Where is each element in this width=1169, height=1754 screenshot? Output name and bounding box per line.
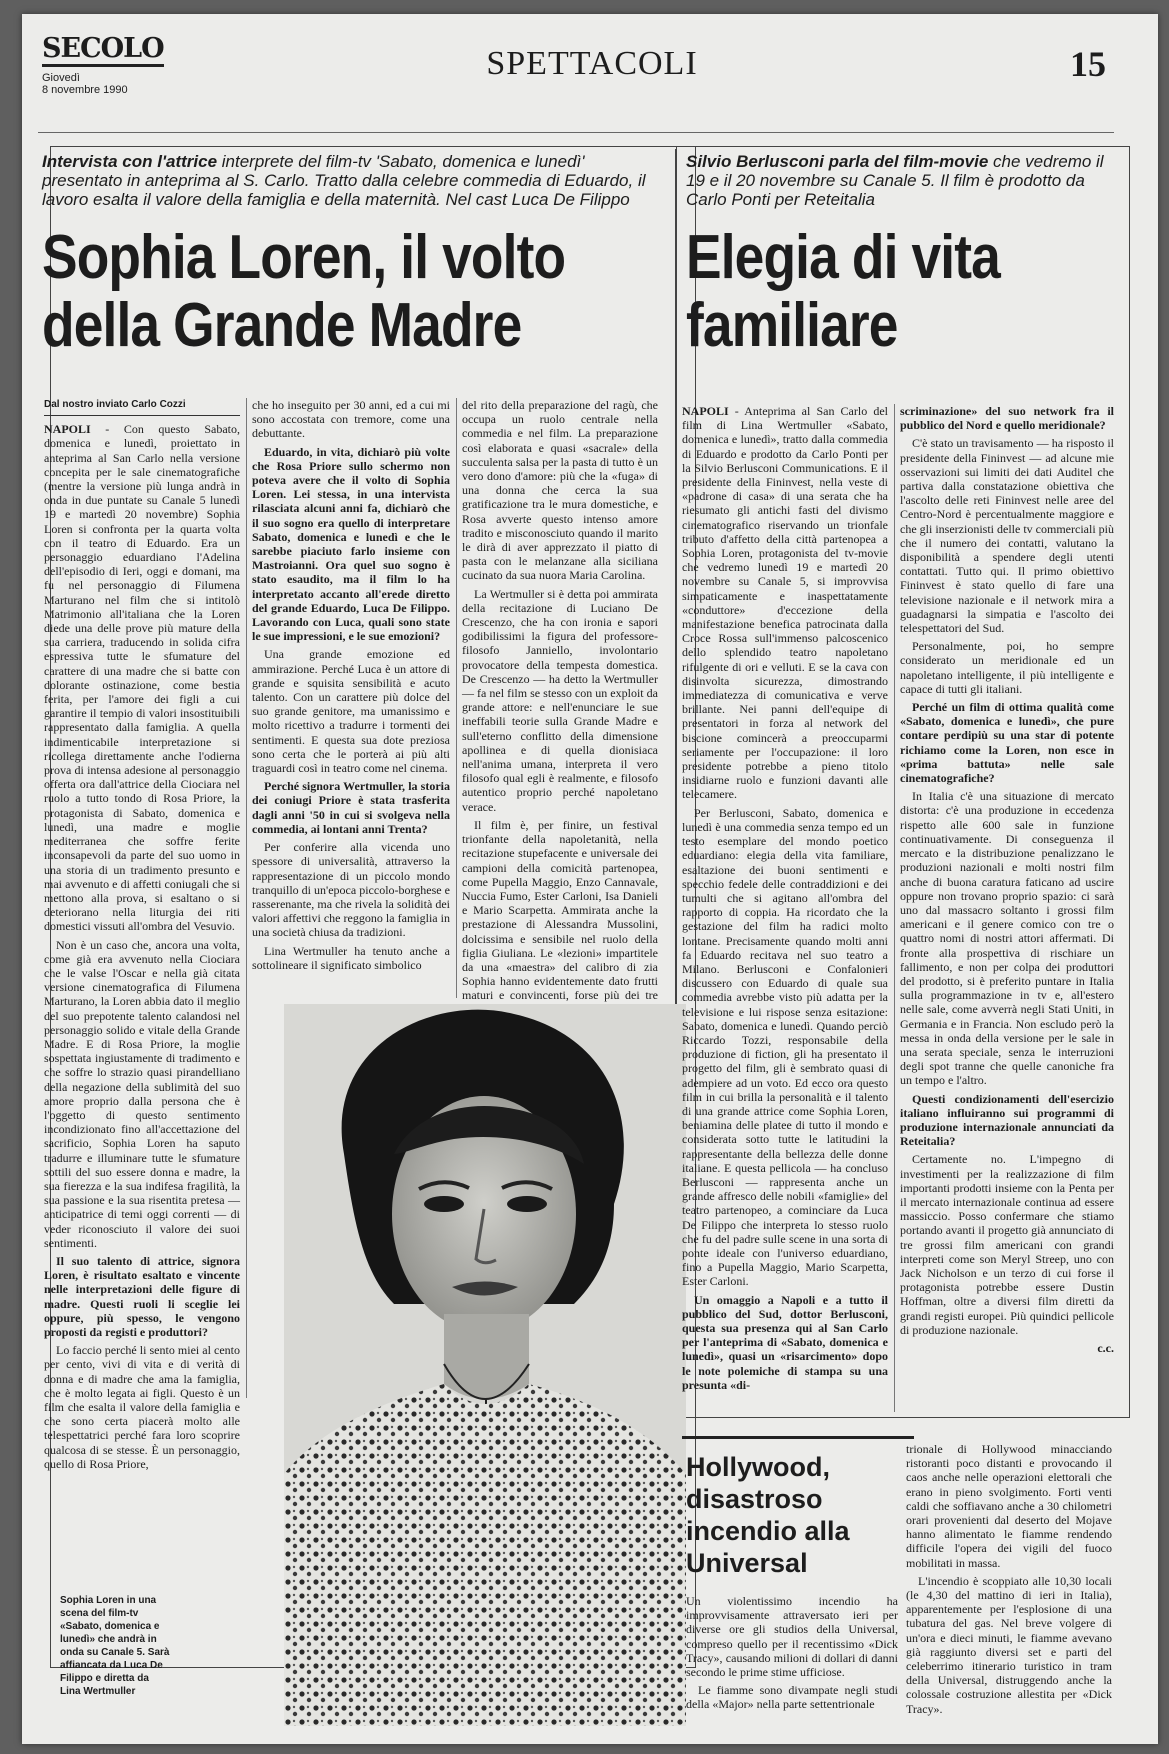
hollywood-headline: Hollywood, disastroso incendio alla Universal: [686, 1452, 850, 1578]
issue-weekday: Giovedì: [42, 72, 80, 84]
left-col3-p3: Il film è, per finire, un festival trionfante della napoletanità, nella recitazione stupefacente e universale dei campioni della comicità partenopea, come Pupella Maggio, Enzo Cannavale, Nuccia Fumo, Ester Carloni, Isa Danieli e Mario Scarpetta. Ammirata anche la prestazione di Alessandra Mussolini, dolcissima e sensibile nel ruolo della figlia Giuliana. Le «lezioni» impartitele da una «maestra» del calibro di zia Sophia hanno evidentemente dato frutti maturi e convincenti, forse più dei tre: [462, 817, 658, 1003]
left-kicker: [42, 152, 654, 209]
left-col2-question-1: Eduardo, in vita, dichiarò più volte che Rosa Priore sullo schermo non poteva avere che il volto di Sophia Loren. Lei stessa, in una intervista rilasciata alcuni anni fa, dichiarò che il suo sogno era quello di interpretare Sabato, domenica e lunedì e che le sarebbe piaciuto farlo insieme con Mastroianni. Ora quel suo sogno è stato esaudito, ma il film lo ha interpretato accanto all'erede diretto del grande Eduardo, Luca De Filippo. Lavorando con Luca, quali sono state le sue impressioni, e le sue emozioni?: [252, 444, 450, 644]
column-rule: [894, 404, 895, 1412]
left-col1-p1: - Con questo Sabato, domenica e lunedì, proiettato in anteprima al San Carlo nella versione concepita per le sale cinematografiche (mentre la versione più lunga andrà in onda in due puntate su Canale 5 lunedì 19 e martedì 20 novembre) Sophia Loren si confronta per la quarta volta con il teatro di Eduardo. Era un personaggio eduardiano l'Adelina dell'episodio di Ieri, oggi e domani, ma fu nel personaggio di Filumena Marturano nel film che si intitolò Matrimonio all'italiana che la Loren diede una delle prove più mature della sua carriera, traducendo in solida cifra espressiva tutte le sfumature del carattere di una madre che si batte con dolorante ostinazione, come bestia ferita, per l'amore dei figli a cui garantire il tempio di valori insostituibili rappresentato dalla famiglia. A quella indimenticabile interpretazione si ricollega direttamente anche l'odierna prova di intensa adesione al personaggio offerta ora dall'attrice della Ciociara nel ruolo a tutto tondo di Rosa Priore, la protagonista di Sabato, domenica e lunedì, una madre e moglie mediterranea che soffre ferite inconsapevoli da parte del suo uomo in una storia di un tradimento presunto e mai avvenuto e di affetti coniugali che si mettono alla prova, si esaltano o si deteriorano nella liturgia dei riti domestici vissuti all'ombra del Vesuvio.: [44, 422, 240, 934]
sophia-loren-photo: [284, 1004, 686, 1726]
left-col2-p4: Lina Wertmuller ha tenuto anche a sottolineare il significato simbolico: [252, 943, 450, 972]
right-col2-question-2: Questi condizionamenti dell'esercizio italiano influiranno sui programmi di produzione internazionale annunciati da Reteitalia?: [900, 1091, 1114, 1149]
page-number: 15: [1070, 44, 1106, 84]
section-title: SPETTACOLI: [486, 45, 698, 82]
left-col1-p3: Lo faccio perché li sento miei al cento per cento, vivi di vita e di verità di donna e di madre che ama la famiglia, che è molto legata ai figli. Questo è un film che esalta il valore della famiglia e che sono certa piacerà molto alle telespettatrici perché fara loro scoprire qualcosa di se stesse. È un personaggio, quello di Rosa Priore,: [44, 1343, 240, 1471]
left-col2-question-2: Perché signora Wertmuller, la storia dei coniugi Priore è stata trasferita dagli anni '50 in cui si svolgeva nella commedia, ai lontani anni Trenta?: [252, 779, 450, 836]
byline: Dal nostro inviato Carlo Cozzi: [44, 398, 240, 416]
left-col2-p1: che ho inseguito per 30 anni, ed a cui mi sono accostata con tremore, come una debuttante.: [252, 398, 450, 441]
hollywood-col2-p1: trionale di Hollywood minacciando ristoranti poco distanti e provocando il caos anche nelle operazioni elettorali che erano in pieno svolgimento. Forti venti caldi che soffiavano anche a 30 chilometri orari provenienti dal deserto del Mojave hanno alimentato le fiamme rendendo difficile l'opera dei vigili del fuoco mobilitati in massa.: [906, 1442, 1112, 1570]
left-col1-question: Il suo talento di attrice, signora Loren, è risultato esaltato e vincente nelle interpretazioni delle figure di madre. Questi ruoli li sceglie lei oppure, più spesso, le vengono proposti da registi e produttori?: [44, 1253, 240, 1339]
left-column-2: [252, 398, 450, 1002]
left-col3-p1: del rito della preparazione del ragù, che occupa un ruolo centrale nella commedia e nel film. La preparazione così elaborata e quasi «sacrale» della succulenta salsa per la pasta di tutto è un vero dono d'amore: più che la «fuga» di una donna che cerca la sua gratificazione tra le mura domestiche, e Rosa avverte questo intenso amore tradito e misconosciuto quando il marito le dirà di aver apprezzato il piatto di pasta con le melanzane alla siciliana cucinato da sua nuora Maria Carolina.: [462, 398, 658, 583]
right-col2-p1: C'è stato un travisamento — ha risposto il presidente della Fininvest — ad alcune mie osservazioni sui limiti dei dati Auditel che partiva dalla constatazione obiettiva che l'ascolto delle reti Fininvest nelle aree del Centro-Nord è percentualmente maggiore e che gli inserzionisti delle tv commerciali più che il numero dei contatti, valutano la disponibilità a spendere degli utenti contattati. Tutto qui. Il primo obiettivo Fininvest è stato quello di fare una televisione nazionale e il network mira a guadagnarsi la simpatia e l'ascolto dei telespettatori del Sud.: [900, 436, 1114, 636]
right-headline-line-2: familiare: [686, 291, 898, 360]
left-dateline: NAPOLI: [44, 422, 91, 437]
column-rule: [456, 398, 457, 998]
right-column-1: [682, 404, 888, 1412]
masthead: [22, 14, 1158, 134]
hollywood-col1-p1: Un violentissimo incendio ha improvvisamente attraversato ieri per diverse ore gli studios della Universal, compreso quello per il recentissimo «Dick Tracy», causando milioni di dollari di danni secondo le prime stime ufficiose.: [686, 1594, 898, 1680]
left-column-3: [462, 398, 658, 1002]
author-initials: c.c.: [1097, 1341, 1114, 1355]
right-col2-p3: In Italia c'è una situazione di mercato distorta: c'è una produzione in eccedenza rispetto alle 600 sale in funzione continuativamente. Di conseguenza il mercato e la distribuzione penalizzano le produzioni nazionali e molti nostri film anche di buona caratura faticano ad uscire oppure non trovano proprio spazio: ci sarà uno dal massacro soltanto i grossi film americani e il genere comico con tre o quattro nomi di nostri attori affermati. Di fronte alla prospettiva di rischiare un fallimento, e non per colpa dei produttori del prodotto, si è preferito puntare in Italia sulla programmazione in tv e, all'estero nelle sale, come avverrà negli Stati Uniti, in Germania e in Francia. Non escludo però la messa in onda della versione per le sale in una serata speciale, senza le interruzioni degli spot tranne che quelle canoniche fra un tempo e l'altro.: [900, 789, 1114, 1088]
hollywood-column-2: [906, 1442, 1112, 1734]
right-dateline: NAPOLI: [682, 404, 729, 418]
masthead-rule: [38, 132, 1114, 133]
left-col3-p2: La Wertmuller si è detta poi ammirata della recitazione di Luciano De Crescenzo, che ha con ironia e sapori godibilissimi la figura del professore-filosofo Janniello, involontario provocatore della tempesta domestica. De Crescenzo — ha detto la Wertmuller — fa nel film se stesso con un exploit da grande attore: e nell'enunciare le sue ineffabili teorie sulla Grande Madre e sull'eterno conflitto della dimensione apollinea e di quella dionisiaca nell'anima umana, interpreta il vero filosofo qual egli è realmente, e filosofo autentico proprio perché napoletano verace.: [462, 586, 658, 814]
right-kicker-bold: Silvio Berlusconi parla del film-movie: [686, 152, 989, 171]
left-col2-p3: Per conferire alla vicenda uno spessore di universalità, attraverso la rappresentazione di un piccolo mondo tranquillo di un'epoca piccolo-borghese e rasserenante, ma che rivela la solidità dei valori affettivi che reggono la famiglia in una società chiusa da tradizioni.: [252, 840, 450, 940]
column-rule: [246, 398, 247, 1398]
left-column-1: [44, 398, 240, 1471]
right-col1-p1: - Anteprima al San Carlo del film di Lina Wertmuller «Sabato, domenica e lunedì», tratto dalla commedia di Eduardo e prodotto da Carlo Ponti per la Silvio Berlusconi Communications. E il presidente della Fininvest, nella veste di «padrone di casa» di una serata che ha riesumato gli antichi fasti del divismo cinematografico riservando un trionfale tributo d'affetto della città partenopea a Sophia Loren, protagonista del tv-movie che vedremo lunedì 19 e martedì 20 novembre su Canale 5, si improvvisa simpaticamente e inaspettatamente «conduttore» d'eccezione della manifestazione benefica patrocinata dalla Croce Rossa sull'immenso palcoscenico dello splendido teatro napoletano rifulgente di ori e velluti. E se la cava con disinvolta sicurezza, dimostrando immediatezza di comunicativa e verve brillante. Nei panni dell'equipe di presentatori in forza al network del biscione comincerà a preoccuparmi seriamente per l'occupazione: il loro presidente potrebbe a pieno titolo insidiarne ruolo e funzioni davanti alle telecamere.: [682, 404, 888, 802]
hollywood-col2-p2: L'incendio è scoppiato alle 10,30 locali (le 4,30 del mattino di ieri in Italia), apparentemente per l'esplosione di una tubatura del gas. Nel breve volgere di un'ora e dieci minuti, le fiamme avevano già raggiunto diversi set e parti del celeberrimo itinerario turistico in tram della Universal, distruggendo anche la colossale costruzione allestita per «Dick Tracy».: [906, 1573, 1112, 1716]
left-headline-line-1: Sophia Loren, il volto: [42, 223, 566, 292]
photo-caption: Sophia Loren in una scena del film-tv «Sabato, domenica e lunedì» che andrà in onda su Canale 5. Sarà affiancata da Luca De Filippo e diretta da Lina Wertmuller: [60, 1595, 170, 1697]
right-headline: [686, 224, 1000, 360]
left-col1-p2: Non è un caso che, ancora una volta, come già era avvenuto nella Ciociara che le valse l'Oscar e nella già citata versione cinematografica di Filumena Marturano, la Loren abbia dato il meglio del suo prepotente talento calandosi nel personaggio solido e vitale della Grande Madre. E di Rosa Priore, la moglie sospettata ingiustamente di tradimento e che soffre lo strazio quasi pirandelliano della negazione della sublimità del suo amore proprio dalla persona che è l'oggetto di questo sentimento incondizionato fino all'accettazione del sacrificio, Sophia Loren ha saputo tradurre e illuminare tutte le sfumature sottili del suo essere donna e madre, la sua fierezza e la sua indifesa fragilità, la sua passione e la sua risentita pretesa — anticipatrice di temi oggi correnti — di veder riconosciuto il valore dei suoi sentimenti.: [44, 937, 240, 1250]
left-kicker-text: interprete del film-tv 'Sabato, domenica e lunedì' presentato in anteprima al S. Carlo. Tratto dalla celebre commedia di Eduardo, il lavoro esalta il valore della famiglia e della maternità. Nel cast Luca De Filippo: [42, 152, 646, 209]
issue-date: 8 novembre 1990: [42, 84, 128, 96]
hollywood-column-1: [686, 1594, 898, 1734]
hollywood-col1-p2: Le fiamme sono divampate negli studi della «Major» nella parte settentrionale: [686, 1683, 898, 1712]
right-col2-p2: Personalmente, poi, ho sempre considerato un meridionale ed un napoletano intelligente, il più intelligente e capace di tutti gli italiani.: [900, 639, 1114, 696]
right-col2-p4: Certamente no. L'impegno di investimenti per la realizzazione di film importanti prodotti insieme con la Penta per il mercato internazionale continua ad essere massiccio. Posso confermare che stiamo portando avanti il progetto già annunciato di tre grossi film americani con grandi interpreti come son Meryl Streep, uno con Jack Nicholson e un terzo di cui forse il protagonista potrebbe essere Dustin Hoffman, oltre a diversi film diretti da grandi registi europei. Più quindici pellicole di produzione nazionale.: [900, 1152, 1114, 1337]
right-col1-question: Un omaggio a Napoli e a tutto il pubblico del Sud, dottor Berlusconi, questa sua presenza qui al San Carlo per l'anteprima di «Sabato, domenica e lunedì», quasi un «risarcimento» dopo le note polemiche di stampa su una presunta «di-: [682, 1292, 888, 1392]
newspaper-name: SECOLO: [42, 34, 164, 67]
newspaper-page: [22, 14, 1158, 1744]
right-kicker: [686, 152, 1120, 209]
right-col1-p2: Per Berlusconi, Sabato, domenica e lunedì è una commedia senza tempo ed un testo esemplare del mondo poetico eduardiano: elegia della vita familiare, esaltazione dei buoni sentimenti e specchio fedele delle contraddizioni e dei tumulti che si agitano all'ombra del rapporto di coppia. Ha ricordato che la gestazione del film ha radici molto lontane. Precisamente quando molti anni fa Eduardo recitava nel suo teatro a Milano. Berlusconi e Confalonieri discussero con Eduardo di quale sua commedia avrebbe visto più adatta per la televisione e lui rispose senza esitazione: Sabato, domenica e lunedì. Quando perciò Riccardo Tozzi, responsabile della produzione di fiction, gli ha presentato il progetto del film, gli è sembrato quasi di adempiere ad un voto. Ed ecco ora questo film in cui brilla la personalità e il talento di una grande attrice come Sophia Loren, beniamina delle platee di tutto il mondo e considerata sotto tutte le latitudini la rappresentante della bellezza delle donne italiane. E questa pellicola — ha concluso Berlusconi — rappresenta anche un grande affresco delle nobili «famiglie» del teatro partenopeo, a cominciare da Luca De Filippo che interpreta lo stesso ruolo che fu del padre sulle scene in una sorta di ponte ideale con l'universo eduardiano, fino a Pupella Maggio, Mario Scarpetta, Ester Carloni.: [682, 805, 888, 1289]
left-headline-line-2: della Grande Madre: [42, 291, 522, 360]
left-kicker-bold: Intervista con l'attrice: [42, 152, 218, 171]
portrait-illustration: [284, 1004, 686, 1726]
left-headline: [42, 224, 565, 360]
right-headline-line-1: Elegia di vita: [686, 223, 1000, 292]
right-kicker-text: che vedremo il 19 e il 20 novembre su Canale 5. Il film è prodotto da Carlo Ponti per Reteitalia: [686, 152, 1104, 209]
right-col2-question-0: scriminazione» del suo network fra il pubblico del Nord e quello meridionale?: [900, 404, 1114, 433]
right-column-2: [900, 404, 1114, 1412]
right-col2-question-1: Perché un film di ottima qualità come «Sabato, domenica e lunedì», che pure contare perdipiù su una star di potente richiamo come la Loren, non esce in «prima battuta» nelle sale cinematografiche?: [900, 700, 1114, 786]
left-col2-p2: Una grande emozione ed ammirazione. Perché Luca è un attore di grande e squisita sensibilità e acuto talento. Con un carattere più dolce del suo grande genitore, ma umanissimo e molto ricettivo a tradurre i tormenti dei sentimenti. E questa sua dote preziosa sono certa che le porterà ai più alti traguardi così in teatro come nel cinema.: [252, 647, 450, 776]
